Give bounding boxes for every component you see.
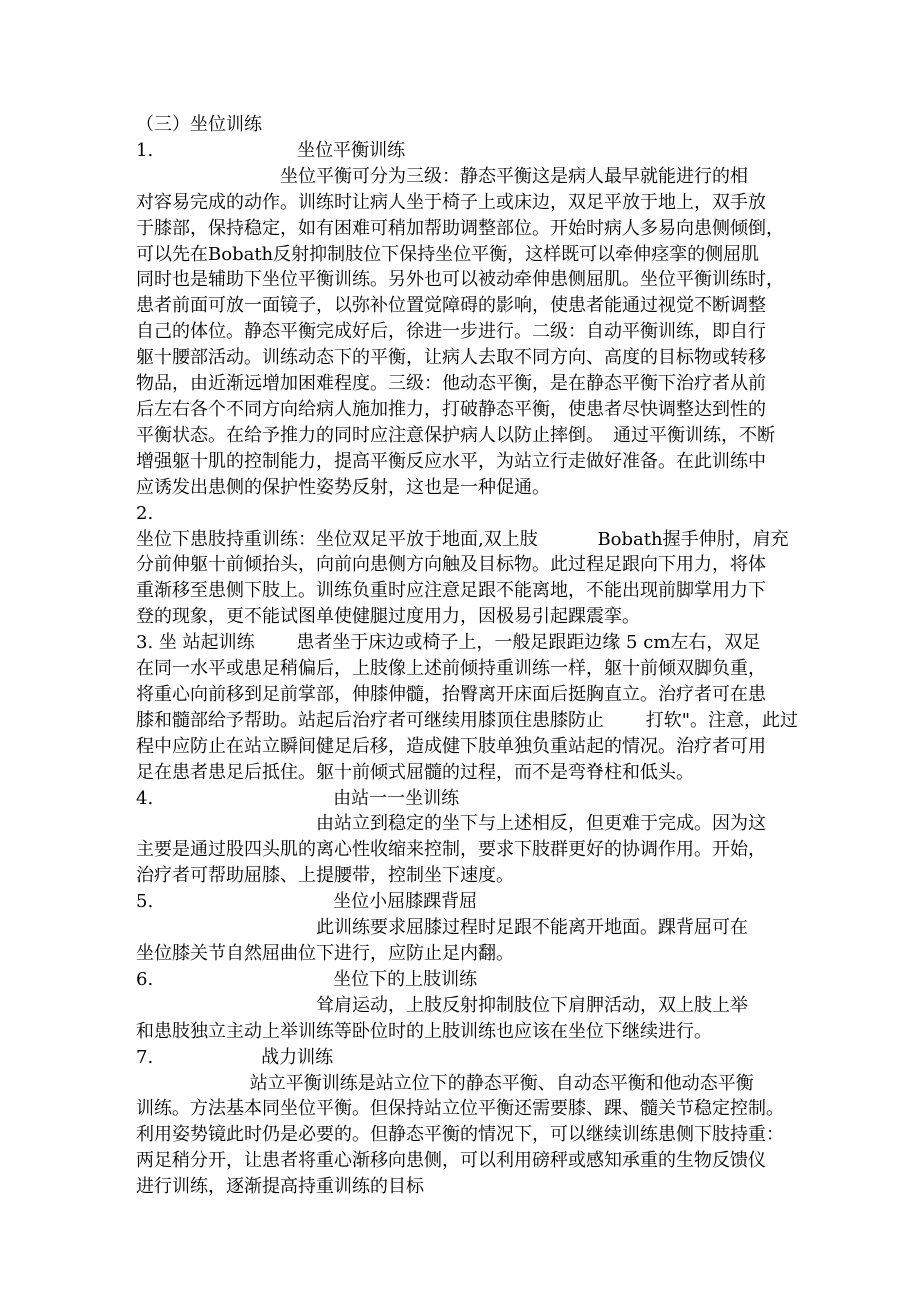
text-line: 进行训练，逐渐提高持重训练的目标 xyxy=(136,1176,424,1198)
text-line: 患者前面可放一面镜子，以弥补位置觉障碍的影响，使患者能通过视觉不断调整 xyxy=(136,295,766,317)
text-line: 和患肢独立主动上举训练等卧位时的上肢训练也应该在坐位下继续进行。 xyxy=(136,1020,712,1042)
text-line: 坐位膝关节自然屈曲位下进行，应防止足内翻。 xyxy=(136,943,514,964)
text-line: 坐位平衡可分为三级：静态平衡这是病人最早就能进行的相 xyxy=(136,165,748,187)
text-line: 可以先在Bobath反射抑制肢位下保持坐位平衡，这样既可以牵伸痉挛的侧屈肌 xyxy=(136,243,760,265)
text-line: 物品，由近渐远增加困难程度。三级：他动态平衡，是在静态平衡下治疗者从前 xyxy=(136,373,766,395)
item-1-title-line: 1. 坐位平衡训练 xyxy=(136,139,406,161)
text-line: 耸肩运动，上肢反射抑制肢位下肩胛活动，双上肢上举 xyxy=(136,994,748,1016)
text-line: 应诱发出患侧的保护性姿势反射，这也是一种促通。 xyxy=(136,476,550,498)
text-line: 程中应防止在站立瞬间健足后移，造成健下肢单独负重站起的情况。治疗者可用 xyxy=(136,735,766,757)
text-line: 增强躯十肌的控制能力，提高平衡反应水平，为站立行走做好准备。在此训练中 xyxy=(136,450,766,472)
text-line: 对容易完成的动作。训练时让病人坐于椅子上或床边，双足平放于地上，双手放 xyxy=(136,191,766,213)
text-line: 两足稍分开，让患者将重心渐移向患侧，可以利用磅秤或感知承重的生物反馈仪 xyxy=(136,1150,766,1172)
section-heading: （三）坐位训练 xyxy=(136,114,262,135)
item-5-title-line: 5. 坐位小屈膝踝背屈 xyxy=(136,891,478,913)
text-line: 由站立到稳定的坐下与上述相反，但更难于完成。因为这 xyxy=(136,813,766,835)
text-line: 后左右各个不同方向给病人施加推力，打破静态平衡，使患者尽快调整达到性的 xyxy=(136,398,766,420)
text-line: 在同一水平或患足稍偏后，上肢像上述前倾持重训练一样，躯十前倾双脚负重， xyxy=(136,658,766,680)
text-line: 利用姿势镜此时仍是必要的。但静态平衡的情况下，可以继续训练患侧下肢持重： xyxy=(136,1124,784,1146)
text-line: 分前伸躯十前倾抬头，向前向患侧方向触及目标物。此过程足跟向下用力，将体 xyxy=(136,554,766,576)
text-line: 足在患者患足后抵住。躯十前倾式屈髓的过程，而不是弯脊柱和低头。 xyxy=(136,761,694,783)
text-line: 膝和髓部给予帮助。站起后治疗者可继续用膝顶住患膝防止 打软"。注意，此过 xyxy=(136,709,798,731)
text-line: 坐位下患肢持重训练：坐位双足平放于地面,双上肢 Bobath握手伸肘，肩充 xyxy=(136,528,789,550)
item-2-number-line: 2. xyxy=(136,502,154,524)
text-line: 自己的体位。静态平衡完成好后，徐进一步进行。二级：自动平衡训练，即自行 xyxy=(136,321,766,343)
item-7-title-line: 7. 战力训练 xyxy=(136,1046,334,1068)
text-line: 此训练要求屈膝过程时足跟不能离开地面。踝背屈可在 xyxy=(136,917,748,939)
item-6-title-line: 6. 坐位下的上肢训练 xyxy=(136,968,478,990)
text-line: 躯十腰部活动。训练动态下的平衡，让病人去取不同方向、高度的目标物或转移 xyxy=(136,347,766,369)
text-line: 治疗者可帮助屈膝、上提腰带，控制坐下速度。 xyxy=(136,865,514,887)
text-line: 主要是通过股四头肌的离心性收缩来控制，要求下肢群更好的协调作用。开始， xyxy=(136,839,766,861)
text-line: 站立平衡训练是站立位下的静态平衡、自动态平衡和他动态平衡 xyxy=(136,1072,754,1094)
item-3-title-line: 3. 坐 站起训练 患者坐于床边或椅子上，一般足跟距边缘 5 cm左右，双足 xyxy=(136,632,761,654)
text-line: 重渐移至患侧下肢上。训练负重时应注意足跟不能离地，不能出现前脚掌用力下 xyxy=(136,580,766,602)
text-line: 于膝部，保持稳定，如有困难可稍加帮助调整部位。开始时病人多易向患侧倾倒， xyxy=(136,217,784,239)
item-4-title-line: 4. 由站一一坐训练 xyxy=(136,787,460,809)
text-line: 登的现象，更不能试图单使健腿过度用力，因极易引起踝震挛。 xyxy=(136,606,640,628)
text-line: 训练。方法基本同坐位平衡。但保持站立位平衡还需要膝、踝、髓关节稳定控制。 xyxy=(136,1098,784,1120)
text-line: 同时也是辅助下坐位平衡训练。另外也可以被动牵伸患侧屈肌。坐位平衡训练时， xyxy=(136,269,784,291)
text-line: 将重心向前移到足前掌部，伸膝伸髓，抬臀离开床面后挺胸直立。治疗者可在患 xyxy=(136,683,766,705)
text-line: 平衡状态。在给予推力的同时应注意保护病人以防止摔倒。 通过平衡训练，不断 xyxy=(136,424,775,446)
